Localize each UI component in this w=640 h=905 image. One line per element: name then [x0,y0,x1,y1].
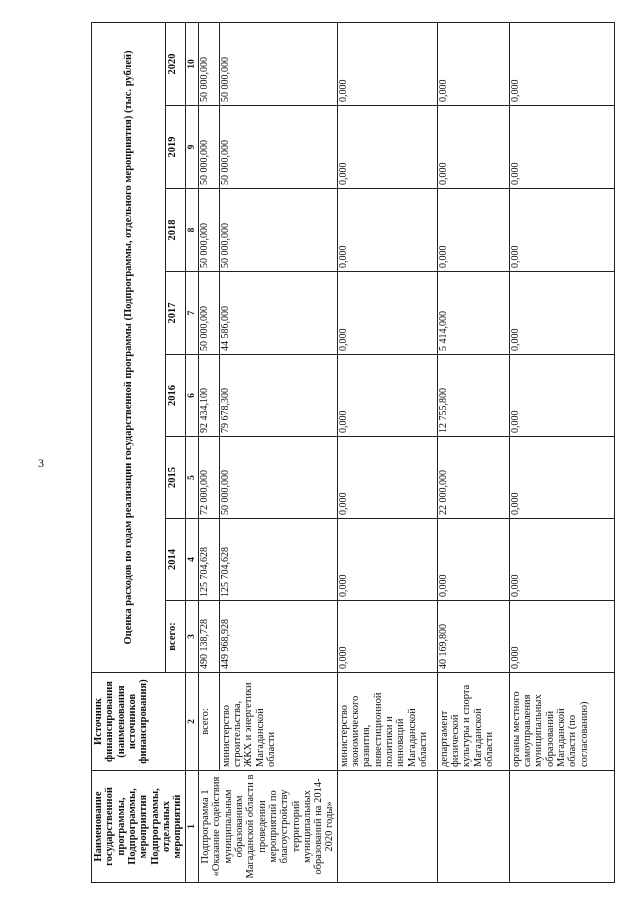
value-cell: 0,000 [337,188,437,271]
col-index: 7 [185,271,198,354]
table-row [509,22,614,882]
col-index: 3 [185,600,198,672]
source-cell: министерство экономического развития, инвестиционной политики и инноваций Магаданской области [337,672,437,770]
value-cell: 0,000 [437,22,509,105]
value-cell: 12 755,800 [437,354,509,436]
header-year: 2014 [165,518,185,600]
header-row-estimate [92,22,166,882]
value-cell: 0,000 [337,22,437,105]
value-cell: 0,000 [509,436,614,518]
source-cell: министерство строительства, ЖКХ и энергетики Магаданской области [219,672,337,770]
header-year: 2015 [165,436,185,518]
source-cell: органы местного самоуправления муниципальных образований Магаданской области (по согласованию) [509,672,614,770]
header-year: 2016 [165,354,185,436]
value-cell: 50 000,000 [219,22,337,105]
rotated-table-container [91,23,590,883]
total-cell: 490 138,728 [198,600,219,672]
value-cell: 0,000 [509,518,614,600]
value-cell: 50 000,000 [198,105,219,188]
page-number: 3 [38,456,44,470]
value-cell: 50 000,000 [198,22,219,105]
value-cell: 5 414,000 [437,271,509,354]
header-name-col: Наименование государственной программы, Подпрограммы, мероприятия Подпрограммы, отдельных мероприятий [92,770,186,882]
value-cell: 92 434,100 [198,354,219,436]
value-cell: 50 000,000 [219,436,337,518]
value-cell: 0,000 [337,518,437,600]
empty-name-cell [337,770,437,882]
subprogram-name: Подпрограмма 1 «Оказание содействия муниципальным образованиям Магаданской области в проведении мероприятий по благоустройству территорий муниципальных образований на 2014-2020 годы» [198,770,337,882]
value-cell: 79 678,300 [219,354,337,436]
total-cell: 0,000 [509,600,614,672]
empty-name-cell [437,770,509,882]
empty-name-cell [509,770,614,882]
total-cell: 449 968,928 [219,600,337,672]
value-cell: 0,000 [337,271,437,354]
col-index: 9 [185,105,198,188]
total-cell: 40 169,800 [437,600,509,672]
value-cell: 0,000 [509,354,614,436]
value-cell: 50 000,000 [198,271,219,354]
table-row [198,22,219,882]
value-cell: 125 704,628 [219,518,337,600]
col-index: 4 [185,518,198,600]
source-cell: департамент физической культуры и спорта Магаданской области [437,672,509,770]
header-source-col: Источник финансирования (наименования источников финансирования) [92,672,186,770]
value-cell: 50 000,000 [219,105,337,188]
total-cell: 0,000 [337,600,437,672]
table-row [337,22,437,882]
col-index: 1 [185,770,198,882]
value-cell: 22 000,000 [437,436,509,518]
table-row [437,22,509,882]
value-cell: 0,000 [509,22,614,105]
budget-table [91,21,615,882]
value-cell: 0,000 [437,105,509,188]
col-index: 8 [185,188,198,271]
col-index: 6 [185,354,198,436]
value-cell: 0,000 [337,436,437,518]
header-year: 2017 [165,271,185,354]
col-index: 2 [185,672,198,770]
column-index-row [185,22,198,882]
value-cell: 0,000 [437,188,509,271]
table-row [219,22,337,882]
value-cell: 72 000,000 [198,436,219,518]
header-year: 2020 [165,22,185,105]
header-year: 2019 [165,105,185,188]
value-cell: 0,000 [337,354,437,436]
value-cell: 50 000,000 [219,188,337,271]
value-cell: 0,000 [509,271,614,354]
value-cell: 50 000,000 [198,188,219,271]
value-cell: 0,000 [437,518,509,600]
header-year: 2018 [165,188,185,271]
value-cell: 0,000 [509,188,614,271]
value-cell: 44 586,000 [219,271,337,354]
value-cell: 0,000 [337,105,437,188]
source-cell: всего: [198,672,219,770]
col-index: 5 [185,436,198,518]
col-index: 10 [185,22,198,105]
value-cell: 125 704,628 [198,518,219,600]
value-cell: 0,000 [509,105,614,188]
header-total: всего: [165,600,185,672]
header-estimate: Оценка расходов по годам реализации государственной программы (Подпрограммы, отдельного мероприятия) (тыс. рублей) [92,22,166,672]
